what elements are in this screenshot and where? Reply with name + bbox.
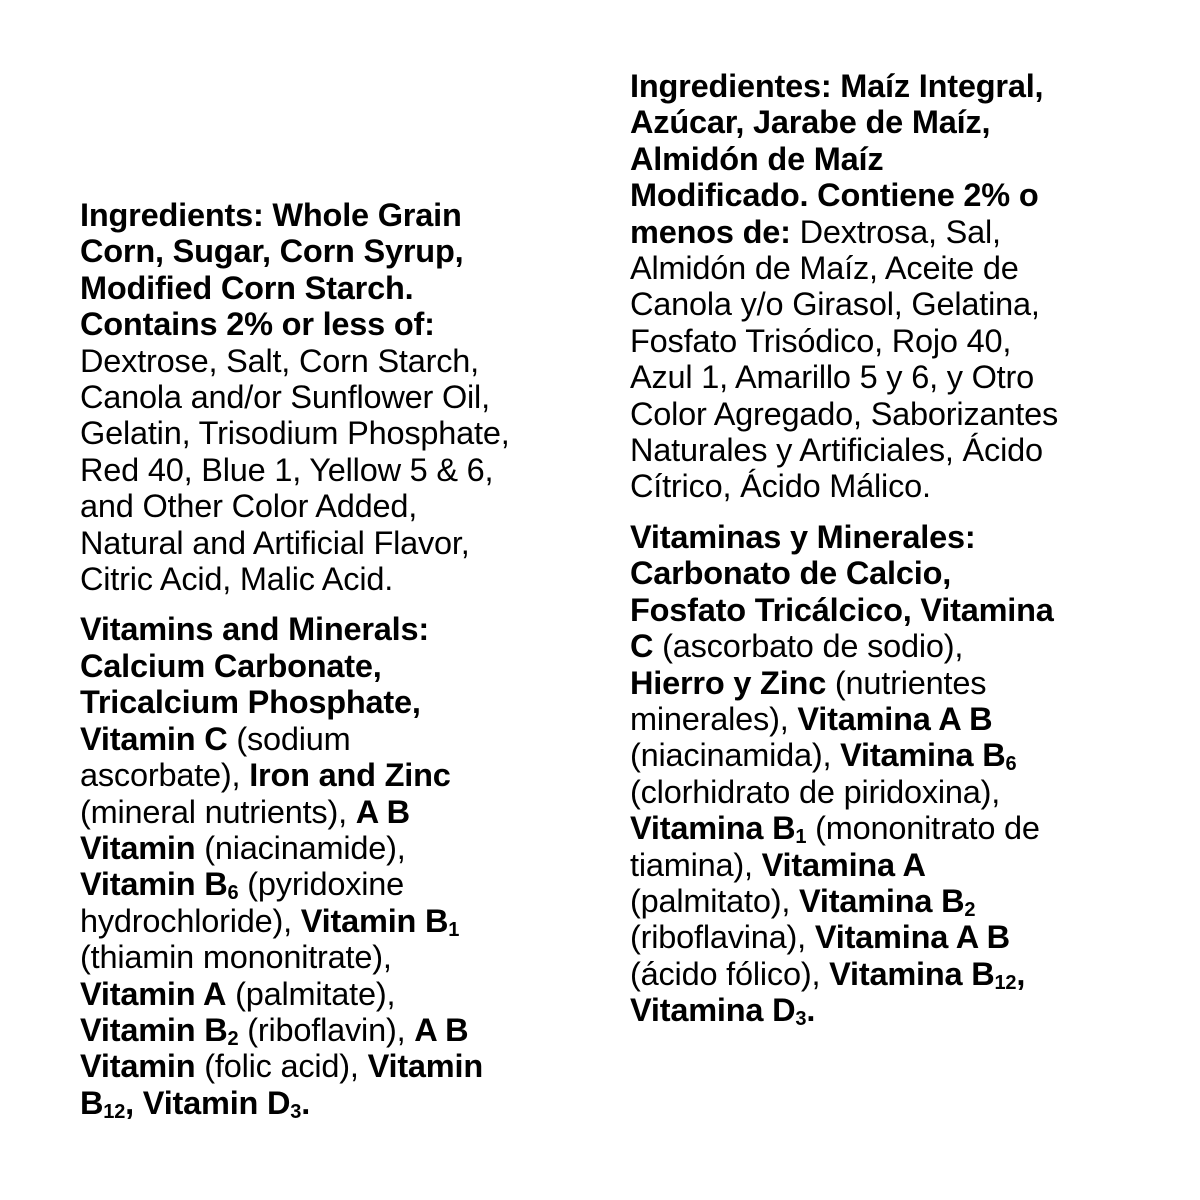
label-line xyxy=(630,774,1170,810)
bold-text: Vitamina B xyxy=(798,882,965,919)
label-line xyxy=(630,592,1170,628)
ingredients-paragraph xyxy=(80,197,580,597)
regular-text: (riboflavin), xyxy=(238,1011,415,1048)
label-line xyxy=(630,665,1170,701)
regular-text: (thiamin mononitrate), xyxy=(80,939,392,976)
label-line xyxy=(630,810,1170,849)
label-line xyxy=(630,519,1170,555)
regular-text: (mineral nutrients), xyxy=(80,793,356,830)
regular-text: Dextrose, Salt, Corn Starch, xyxy=(80,342,479,379)
bold-text: Vitamina B xyxy=(840,737,1006,774)
bold-text: Ingredientes: Maíz Integral, xyxy=(630,68,1044,104)
regular-text: (ascorbato de sodio), xyxy=(653,628,964,665)
bold-text: Iron and Zinc xyxy=(249,757,451,794)
regular-text: (folic acid), xyxy=(195,1048,368,1085)
regular-text: Almidón de Maíz, Aceite de xyxy=(630,250,1019,287)
label-line xyxy=(630,286,1170,322)
bold-text: Modified Corn Starch. xyxy=(80,269,414,306)
label-line xyxy=(80,415,580,451)
regular-text: Red 40, Blue 1, Yellow 5 & 6, xyxy=(80,451,494,488)
bold-text: Tricalcium Phosphate, xyxy=(80,684,421,721)
label-line xyxy=(80,794,580,830)
english-column xyxy=(80,197,580,1121)
regular-text: Canola y/o Girasol, Gelatina, xyxy=(630,286,1040,323)
label-line xyxy=(630,555,1170,591)
bold-text: , Vitamin D xyxy=(125,1084,291,1121)
regular-text: (nutrientes xyxy=(826,664,987,701)
regular-text: hydrochloride), xyxy=(80,902,301,939)
label-line xyxy=(80,488,580,524)
regular-text: (niacinamide), xyxy=(195,829,406,866)
bold-text: Azúcar, Jarabe de Maíz, xyxy=(630,104,991,141)
label-line xyxy=(80,343,580,379)
label-line xyxy=(630,919,1170,955)
bold-text: Vitamin xyxy=(367,1048,483,1085)
bold-text: Vitamina A B xyxy=(814,919,1010,956)
bold-text: Hierro y Zinc xyxy=(630,664,827,701)
bold-text: B xyxy=(80,1084,104,1121)
regular-text: and Other Color Added, xyxy=(80,488,418,525)
regular-text: (ácido fólico), xyxy=(630,955,830,992)
bold-text: A B xyxy=(414,1011,469,1048)
regular-text: Natural and Artificial Flavor, xyxy=(80,524,470,561)
regular-text: minerales), xyxy=(630,700,798,737)
bold-text: Vitamin B xyxy=(80,866,228,903)
bold-text: Vitamin xyxy=(80,829,196,866)
label-line xyxy=(80,561,580,597)
label-line xyxy=(630,883,1170,919)
subscript-text: 2 xyxy=(964,898,976,921)
bold-text: . xyxy=(301,1084,311,1121)
spanish-column xyxy=(630,68,1170,1029)
label-line xyxy=(630,68,1170,104)
bold-text: , xyxy=(1016,955,1026,992)
regular-text: Azul 1, Amarillo 5 y 6, y Otro xyxy=(630,359,1035,396)
regular-text: Cítrico, Ácido Málico. xyxy=(630,468,931,505)
subscript-text: 1 xyxy=(795,826,807,849)
bold-text: Vitamin B xyxy=(300,902,449,939)
bold-text: menos de: xyxy=(630,213,791,250)
bold-text: Vitamina D xyxy=(630,992,796,1029)
bold-text: Vitamin C xyxy=(80,720,228,757)
label-line xyxy=(80,866,580,905)
label-line xyxy=(80,306,580,342)
label-line xyxy=(80,976,580,1012)
subscript-text: 6 xyxy=(1005,753,1017,776)
regular-text: Citric Acid, Malic Acid. xyxy=(80,561,394,598)
label-line xyxy=(630,177,1170,213)
label-line xyxy=(630,468,1170,504)
ingredientes-paragraph xyxy=(630,68,1170,505)
regular-text: Naturales y Artificiales, Ácido xyxy=(630,432,1043,469)
label-line xyxy=(80,1085,580,1121)
label-line xyxy=(80,270,580,306)
regular-text: (sodium xyxy=(227,720,351,757)
regular-text: Gelatin, Trisodium Phosphate, xyxy=(80,415,510,452)
bold-text: Fosfato Tricálcico, Vitamina xyxy=(630,591,1054,628)
regular-text: Canola and/or Sunflower Oil, xyxy=(80,379,490,416)
bold-text: Corn, Sugar, Corn Syrup, xyxy=(80,233,464,270)
label-line xyxy=(80,452,580,488)
subscript-text: 3 xyxy=(795,1008,807,1031)
bold-text: Vitamina B xyxy=(829,955,995,992)
regular-text: ascorbate), xyxy=(80,757,250,794)
label-line xyxy=(80,830,580,866)
bold-text: Vitamin A xyxy=(80,975,227,1012)
vitamins-and-minerals-paragraph xyxy=(80,611,580,1121)
label-line xyxy=(80,233,580,269)
regular-text: Dextrosa, Sal, xyxy=(790,213,1001,250)
label-line xyxy=(630,359,1170,395)
label-line xyxy=(630,396,1170,432)
regular-text: Color Agregado, Saborizantes xyxy=(630,395,1059,432)
label-line xyxy=(630,214,1170,250)
regular-text: (clorhidrato de piridoxina), xyxy=(630,773,1001,810)
regular-text: (pyridoxine xyxy=(238,866,405,903)
label-line xyxy=(80,903,580,939)
subscript-text: 12 xyxy=(994,971,1017,994)
bold-text: Vitamina A B xyxy=(797,700,993,737)
label-line xyxy=(630,432,1170,468)
label-line xyxy=(80,757,580,793)
bold-text: Vitamina B xyxy=(630,810,796,847)
subscript-text: 3 xyxy=(290,1100,302,1123)
label-line xyxy=(630,701,1170,737)
label-line xyxy=(80,379,580,415)
label-line xyxy=(630,250,1170,286)
regular-text: (palmitate), xyxy=(226,975,396,1012)
label-line xyxy=(80,684,580,720)
label-line xyxy=(80,525,580,561)
subscript-text: 1 xyxy=(448,918,460,941)
regular-text: tiamina), xyxy=(630,846,762,883)
bold-text: Vitamin B xyxy=(80,1011,228,1048)
bold-text: C xyxy=(630,628,654,665)
regular-text: (riboflavina), xyxy=(630,919,815,956)
label-line xyxy=(80,1048,580,1084)
regular-text: Fosfato Trisódico, Rojo 40, xyxy=(630,322,1012,359)
subscript-text: 6 xyxy=(227,882,239,905)
bold-text: Calcium Carbonate, xyxy=(80,647,382,684)
regular-text: (mononitrato de xyxy=(806,810,1040,847)
label-line xyxy=(630,323,1170,359)
label-line xyxy=(80,611,580,647)
bold-text: Vitaminas y Minerales: xyxy=(630,518,976,555)
subscript-text: 12 xyxy=(103,1100,126,1123)
bold-text: Ingredients: Whole Grain xyxy=(80,197,462,233)
subscript-text: 2 xyxy=(227,1027,239,1050)
label-line xyxy=(630,628,1170,664)
bold-text: Vitamins and Minerals: xyxy=(80,611,429,648)
label-line xyxy=(630,956,1170,992)
label-line xyxy=(80,648,580,684)
bold-text: Almidón de Maíz xyxy=(630,140,884,177)
label-line xyxy=(80,721,580,757)
bold-text: Contains 2% or less of: xyxy=(80,306,435,343)
regular-text: (palmitato), xyxy=(630,882,799,919)
bold-text: Modificado. Contiene 2% o xyxy=(630,177,1039,214)
label-line xyxy=(80,1012,580,1048)
bold-text: A B xyxy=(355,793,410,830)
bold-text: . xyxy=(806,992,816,1029)
regular-text: (niacinamida), xyxy=(630,737,841,774)
label-line xyxy=(80,939,580,975)
label-line xyxy=(630,992,1170,1031)
label-line xyxy=(630,141,1170,177)
bold-text: Carbonato de Calcio, xyxy=(630,555,952,592)
label-line xyxy=(630,737,1170,776)
label-line xyxy=(80,197,580,233)
label-line xyxy=(630,104,1170,140)
vitaminas-y-minerales-paragraph xyxy=(630,519,1170,1029)
label-line xyxy=(630,847,1170,883)
bold-text: Vitamina A xyxy=(761,846,926,883)
bold-text: Vitamin xyxy=(80,1048,196,1085)
